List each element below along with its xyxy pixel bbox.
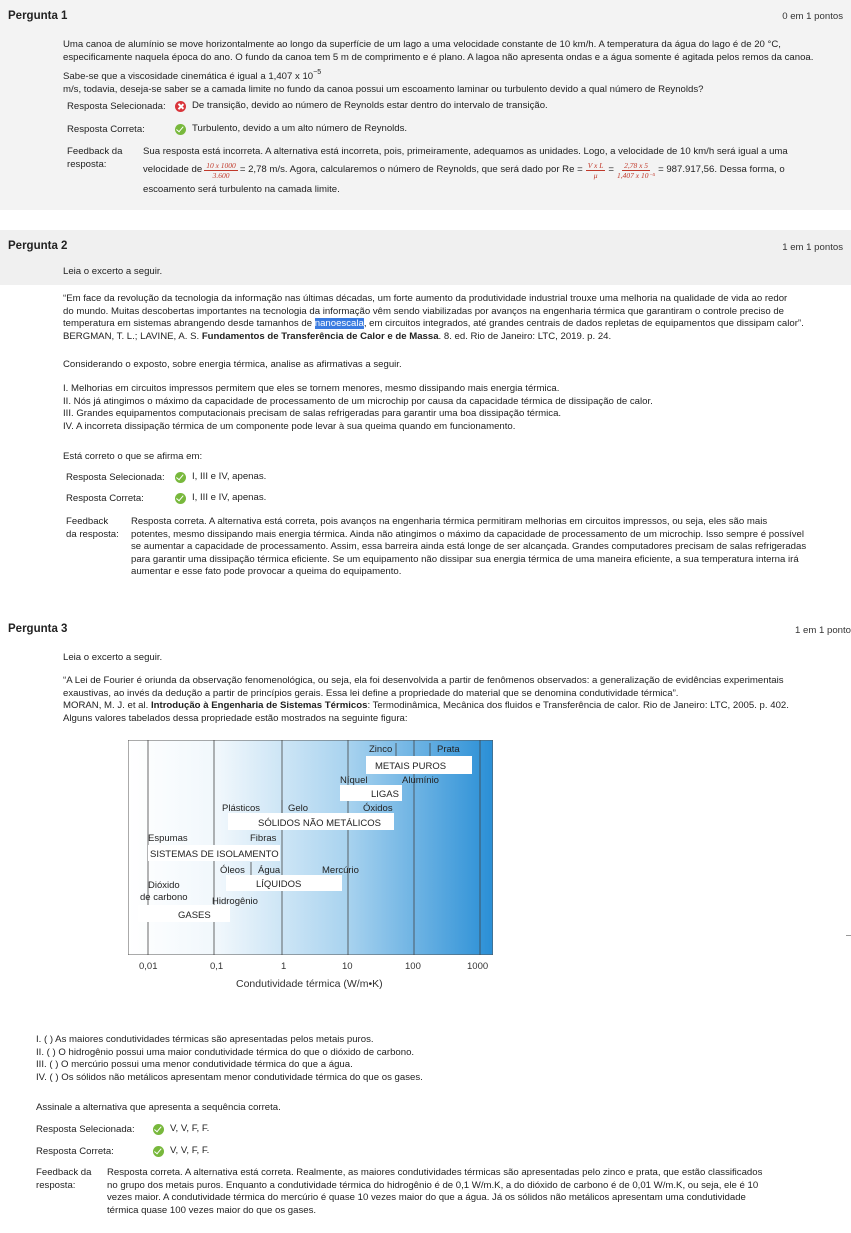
statement-item: III. Grandes equipamentos computacionais precisam de salas refrigeradas para garantir uma boa dissipação térmica. <box>63 408 562 420</box>
fraction-reynolds <box>586 161 606 180</box>
fraction-numerator: V x L <box>587 161 604 171</box>
feedback-line: Sua resposta está incorreta. A alternativa está incorreta, pois, primeiramente, adequamos as unidades. Logo, a velocidade de 10 km/h será igual a uma <box>143 146 788 157</box>
question-3-header <box>0 615 851 643</box>
feedback-line: escoamento será turbulento na camada limite. <box>143 183 340 195</box>
feedback-label-line: Feedback da <box>67 146 123 157</box>
material-oxidos: Óxidos <box>363 803 393 814</box>
correct-answer-label: Resposta Correta: <box>66 493 144 504</box>
reference-book-title: Introdução à Engenharia de Sistemas Térmicos <box>150 700 368 712</box>
group-label-ligas: LIGAS <box>371 789 399 800</box>
statement-item: II. ( ) O hidrogênio possui uma maior condutividade térmica do que o dióxido de carbono. <box>36 1046 415 1058</box>
selected-answer-text: De transição, devido ao número de Reynolds estar dentro do intervalo de transição. <box>192 100 548 111</box>
fraction-denominator: 3.600 <box>212 171 230 181</box>
selected-answer <box>153 1123 209 1136</box>
question-3-quote <box>63 675 848 725</box>
question-3-ask: Assinale a alternativa que apresenta a sequência correta. <box>36 1102 281 1113</box>
quote-line: “Em face da revolução da tecnologia da informação nas últimas décadas, um forte aumento da produtividade industrial trouxe uma melhoria na qualidade de vida ao redor <box>63 293 788 304</box>
x-tick-label: 100 <box>405 961 421 972</box>
material-aluminio: Alumínio <box>402 775 439 786</box>
x-tick-label: 1 <box>281 961 287 972</box>
feedback-line: aumentar e esse fato pode provocar a queima do equipamento. <box>131 566 402 578</box>
material-gelo: Gelo <box>288 803 309 814</box>
feedback-line: se aumentar a capacidade de processamento. Assim, essa barreira ainda está longe de ser alcançada. Grandes computadores precisam de salas refrigeradas <box>131 541 807 553</box>
feedback-label-line: da resposta: <box>66 528 119 540</box>
question-2-ask: Está correto o que se afirma em: <box>63 451 203 462</box>
question-2-intro: Leia o excerto a seguir. <box>63 266 163 277</box>
statement-item: IV. ( ) Os sólidos não metálicos apresentam menor condutividade térmica do que os gases. <box>36 1071 423 1083</box>
feedback-formula-line: velocidade de $\frac{10 x 1000}{3.600}$ = 2,78 m/s. Agora, calcularemos o número de Reynolds, que será dado por Re = $\frac{\text{V x L}}{\mu}$ = $\frac{2,78 x 5}{\text{1,407 x 10⁻⁵}}$ = 987.917,56. Dessa forma, o <box>143 161 785 181</box>
correct-answer <box>175 123 407 136</box>
divider <box>846 935 851 936</box>
reference-line: MORAN, M. J. et al. Introdução à Engenharia de Sistemas Térmicos: Termodinâmica, Mecânica dos fluidos e Transferência de calor. Rio de Janeiro: LTC, 2005. p. 402. <box>63 700 789 712</box>
question-1-title: Pergunta 1 <box>8 10 68 22</box>
question-2-quote <box>63 293 851 343</box>
feedback-text-part: velocidade de <box>143 164 203 176</box>
x-tick-label: 1000 <box>467 961 489 972</box>
selected-answer-text: V, V, F, F. <box>170 1123 210 1134</box>
feedback-label <box>67 146 122 171</box>
question-2-statements <box>63 383 843 433</box>
question-1-line: m/s, todavia, deseja-se saber se a camada limite no fundo da canoa possui um escoamento laminar ou turbulento devido a qual número de Reynolds? <box>63 83 704 95</box>
selected-text-highlight[interactable]: nanoescala <box>314 318 364 330</box>
check-icon <box>153 1124 164 1135</box>
group-label-solidos: SÓLIDOS NÃO METÁLICOS <box>258 818 381 829</box>
feedback-label-line: Feedback <box>66 516 109 527</box>
feedback-label <box>66 516 119 541</box>
x-tick-label: 10 <box>342 961 353 972</box>
statement-item: III. ( ) O mercúrio possui uma menor condutividade térmica do que a água. <box>36 1059 353 1071</box>
quote-line: exaustivas, ao invés da dedução a partir de princípios gerais. Essa lei define a propriedade do material que se denomina condutividade térmica”. <box>63 687 679 699</box>
fraction-denominator: 1,407 x 10⁻⁵ <box>617 171 656 181</box>
selected-answer-label: Resposta Selecionada: <box>66 472 165 483</box>
check-icon <box>175 493 186 504</box>
feedback-line: Resposta correta. A alternativa está correta. Realmente, as maiores condutividades térmicas são apresentadas pelo zinco e prata, que estão classificados <box>107 1167 763 1178</box>
x-axis-label: Condutividade térmica (W/m•K) <box>236 978 383 990</box>
material-de-carbono: de carbono <box>140 892 188 903</box>
group-label-isolamento: SISTEMAS DE ISOLAMENTO <box>150 849 279 860</box>
statement-item: I. Melhorias em circuitos impressos permitem que eles se tornem menores, mesmo dissipando mais energia térmica. <box>63 383 560 394</box>
correct-answer-text: V, V, F, F. <box>170 1145 210 1156</box>
correct-answer-label: Resposta Correta: <box>36 1146 114 1157</box>
incorrect-icon <box>175 101 186 112</box>
feedback-text <box>143 146 843 196</box>
correct-answer-text: Turbulento, devido a um alto número de Reynolds. <box>192 123 408 134</box>
feedback-line: Resposta correta. A alternativa está correta, pois avanços na engenharia térmica permitiram melhorias em circuitos impressos, ou seja, eles são mais <box>131 516 768 527</box>
question-1-line <box>63 67 843 84</box>
feedback-label-line: Feedback da <box>36 1167 92 1178</box>
figure-intro: Alguns valores tabelados dessa propriedade estão mostrados na seguinte figura: <box>63 712 408 724</box>
x-tick-label: 0,01 <box>139 961 158 972</box>
material-niquel: Níquel <box>340 775 368 786</box>
check-icon <box>175 472 186 483</box>
correct-answer <box>175 492 266 505</box>
question-1-text <box>63 39 843 96</box>
selected-answer <box>175 100 548 113</box>
fraction-numerator: 10 x 1000 <box>206 161 236 171</box>
material-fibras: Fibras <box>250 833 277 844</box>
selected-answer <box>175 471 266 484</box>
feedback-text-part: = 2,78 m/s. Agora, calcularemos o número de Reynolds, que será dado por Re = <box>239 164 583 176</box>
feedback-line: no grupo dos metais puros. Enquanto a condutividade térmica do hidrogênio é de 0,1 W/m.K, a do dióxido de carbono é de 0,01 W/m.K, ou seja, ele é 10 <box>107 1179 759 1191</box>
feedback-line: térmica quase 100 vezes maior do que os gases. <box>107 1204 317 1216</box>
feedback-label-line: resposta: <box>36 1179 76 1191</box>
material-hidrogenio: Hidrogênio <box>212 896 258 907</box>
question-3-title: Pergunta 3 <box>8 623 68 635</box>
selected-answer-text: I, III e IV, apenas. <box>192 471 267 482</box>
correct-answer <box>153 1145 209 1158</box>
material-dioxido: Dióxido <box>148 880 180 891</box>
question-3-points: 1 em 1 ponto <box>794 625 851 636</box>
check-icon <box>153 1146 164 1157</box>
question-1-line: Uma canoa de alumínio se move horizontalmente ao longo da superfície de um lago a uma velocidade constante de 10 km/h. A temperatura da água do lago é de 20 °C, <box>63 39 781 50</box>
correct-answer-text: I, III e IV, apenas. <box>192 492 267 503</box>
fraction-denominator: μ <box>593 171 598 181</box>
material-zinco: Zinco <box>369 744 393 755</box>
group-label-metais-puros: METAIS PUROS <box>375 761 447 772</box>
group-label-liquidos: LÍQUIDOS <box>256 879 302 890</box>
feedback-line: potentes, mesmo dissipando mais energia térmica. Ainda não atingimos o máximo da capacidade de processamento de um microchip. Isso sempre é possível <box>131 528 804 540</box>
feedback-label <box>36 1167 91 1192</box>
question-2-points: 1 em 1 pontos <box>782 242 843 253</box>
question-1-points: 0 em 1 pontos <box>782 11 843 22</box>
viscosity-text: Sabe-se que a viscosidade cinemática é igual a 1,407 x 10 <box>63 71 314 83</box>
quote-line: temperatura em sistemas abrangendo desde tamanhos de nanoescala, em circuitos integrados, até grandes centrais de dados repletas de equipamentos que dissipam calor”. <box>63 318 804 330</box>
material-espumas: Espumas <box>148 833 188 844</box>
feedback-label-line: resposta: <box>67 158 107 170</box>
material-plasticos: Plásticos <box>222 803 261 814</box>
fraction-velocity <box>204 161 238 180</box>
conductivity-figure <box>128 740 493 955</box>
question-1-line: especificamente naquela época do ano. O fundo da canoa tem 5 m de comprimento e é plano. A lagoa não apresenta ondas e a água somente é agitada pelos remos da canoa. <box>63 51 814 63</box>
quote-line: “A Lei de Fourier é oriunda da observação fenomenológica, ou seja, ela foi desenvolvida a partir de fenômenos observados: a generalização de evidências experimentais <box>63 675 784 686</box>
material-prata: Prata <box>437 744 460 755</box>
viscosity-exponent: −5 <box>313 69 322 77</box>
statement-item: II. Nós já atingimos o máximo da capacidade de processamento de um microchip por causa da capacidade térmica de dissipação de calor. <box>63 395 653 407</box>
statement-item: I. ( ) As maiores condutividades térmicas são apresentadas pelos metais puros. <box>36 1034 374 1045</box>
feedback-line: para garantir uma dissipação térmica eficiente. Se um equipamento não dissipar sua energia térmica de uma maneira eficiente, a sua temperatura interna irá <box>131 553 799 565</box>
fraction-values <box>617 161 655 180</box>
material-agua: Água <box>258 865 281 876</box>
feedback-text <box>107 1167 847 1217</box>
question-1-header <box>0 0 851 32</box>
conductivity-chart <box>128 740 493 955</box>
question-2-consider: Considerando o exposto, sobre energia térmica, analise as afirmativas a seguir. <box>63 359 402 370</box>
material-oleos: Óleos <box>220 865 245 876</box>
selected-answer-label: Resposta Selecionada: <box>36 1124 135 1135</box>
fraction-numerator: 2,78 x 5 <box>624 161 649 171</box>
reference-line: BERGMAN, T. L.; LAVINE, A. S. Fundamentos de Transferência de Calor e de Massa. 8. ed. Rio de Janeiro: LTC, 2019. p. 24. <box>63 330 612 342</box>
question-3-intro: Leia o excerto a seguir. <box>63 652 163 663</box>
material-mercurio: Mercúrio <box>322 865 359 876</box>
feedback-text-part: = 987.917,56. Dessa forma, o <box>658 164 785 176</box>
check-icon <box>175 124 186 135</box>
reference-book-title: Fundamentos de Transferência de Calor e de Massa <box>201 330 439 342</box>
feedback-text <box>131 516 846 579</box>
selected-answer-label: Resposta Selecionada: <box>67 101 166 112</box>
correct-answer-label: Resposta Correta: <box>67 124 145 135</box>
statement-item: IV. A incorreta dissipação térmica de um componente pode levar à sua queima quando em funcionamento. <box>63 420 516 432</box>
group-label-gases: GASES <box>178 910 211 921</box>
quote-line: do mundo. Muitas descobertas importantes na tecnologia da informação vêm sendo viabilizadas por avanços na engenharia térmica que garantiram o controle preciso de <box>63 305 785 317</box>
x-tick-label: 0,1 <box>210 961 224 972</box>
question-2-header <box>0 230 851 260</box>
feedback-line: vezes maior. A condutividade térmica do mercúrio é quase 10 vezes maior do que a água. Já os sólidos não metálicos apresentam uma condutividade <box>107 1192 746 1204</box>
question-2-title: Pergunta 2 <box>8 240 68 252</box>
question-3-statements <box>36 1034 816 1084</box>
